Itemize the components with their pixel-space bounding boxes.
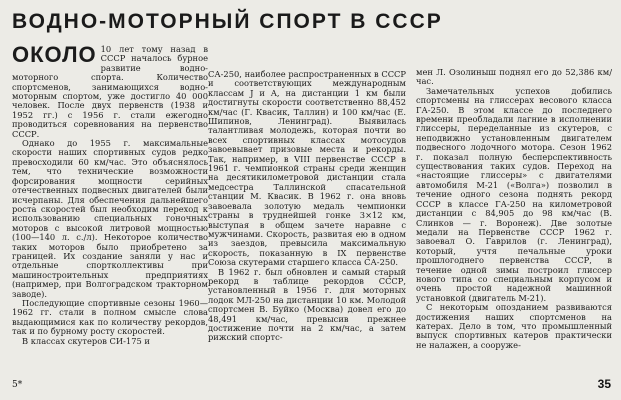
text-column-2 xyxy=(208,70,406,343)
paragraph: В 1962 г. был обновлен и самый старый рекорд в таблице рекордов СССР, установленный в 1956 г. для моторных лодок МЛ-250 на дистанции 10 км. Молодой спортсмен В. Буйко (Москва) довел его до 48,491 км/час, превысив прежнее достижение почти на 2 км/час, а затем рижский спортс- xyxy=(208,266,406,343)
paragraph-text: 10 лет тому назад в СССР началось бурное развитие водно-моторного спорта. Количество спортсменов, занимающихся водно-моторным спортом, уже достигло 40 000 человек. После двух первенств (1938 и 1952 гг.) с 1956 г. стали ежегодно проводиться соревнования на первенство СССР. xyxy=(12,44,208,139)
text-column-1 xyxy=(12,42,208,346)
paragraph: В классах скутеров СИ-175 и xyxy=(22,335,150,346)
page-number: 35 xyxy=(597,377,611,391)
paragraph: Замечательных успехов добились спортсмены на глиссерах весового класса ГА-250. В этом классе до последнего времени преобладали лагние в исполнении глиссеры, переделанные из скутеров, с неподвижно установленным двигателем подвесного лодочного мотора. Сезон 1962 г. показал полную бесперспективность существования таких судов. Переход на «настоящие глиссеры» с двигателями автомобиля М-21 («Волга») позволил в течение одного сезона поднять рекорд СССР в классе ГА-250 на километровой дистанции с 84,905 до 98 км/час (В. Слинков — г. Воронеж). Две золотые медали на Первенстве СССР 1962 г. завоевал О. Гаврилов (г. Ленинград), который, учтя печальные уроки прошлогоднего первенства СССР, в течение одной зимы построил глиссер нового типа со специальным корпусом и очень простой надежной машинной установкой (двигатель М-21). xyxy=(416,85,612,303)
paragraph: мен Л. Озолиныш поднял его до 52,386 км/час. xyxy=(416,67,612,87)
paragraph: С некоторым опозданием развиваются достижения наших спортсменов на катерах. Дело в том, что промышленный выпуск спортивных катеров практически не налажен, а сооруже- xyxy=(416,302,612,350)
drop-cap: ОКОЛО xyxy=(12,42,97,67)
signature-mark: 5* xyxy=(12,380,23,390)
paragraph: СА-250, наиболее распространенных в СССР и соответствующих международным классам J и A, на дистанции 1 км были достигнуты скорости соответственно 88,452 км/час (Г. Квасик, Таллин) и 100 км/час (Е. Шипинов, Ленинград). Выявилась талантливая молодежь, которая почти во всех спортивных классах мотосудов завоевывает призовые места и рекорды. Так, например, в VIII первенстве СССР в 1961 г. чемпионкой страны среди женщин на десятикилометровой дистанции стала медсестра Таллинской спасательной станции М. Квасик. В 1962 г. она вновь завоевала золотую медаль чемпионки страны в труднейшей гонке 3×12 км, выступая в общем зачете наравне с мужчинами. Скорость, развитая ею в одном из заездов, превысила максимальную скорость, показанную в IX первенстве Союза скутерами старшего класса СА-250. xyxy=(208,69,406,268)
paragraph xyxy=(12,42,208,139)
paragraph: Однако до 1955 г. максимальные скорости наших спортивных судов редко превосходили 60 км/час. Это объяснялось тем, что технические возможности форсирования мощности серийных отечественных подвесных двигателей были исчерпаны. Для обеспечения дальнейшего роста скоростей был необходим переход к использованию специальных гоночных моторов с высокой литровой мощностью (100—140 л. с./л). Некоторое количество таких моторов было приобретено за границей. Их создание заняли у нас и отдельные спортколлективы при машиностроительных предприятиях (например, при Волгоградском тракторном заводе). xyxy=(12,138,208,299)
paragraph: Последующие спортивные сезоны 1960—1962 гг. стали в полном смысле слова выдающимися как по количеству рекордов, так и по бурному росту скоростей. xyxy=(12,297,208,337)
text-column-3 xyxy=(416,68,612,350)
article-headline: ВОДНО-МОТОРНЫЙ СПОРТ В СССР xyxy=(12,10,443,33)
